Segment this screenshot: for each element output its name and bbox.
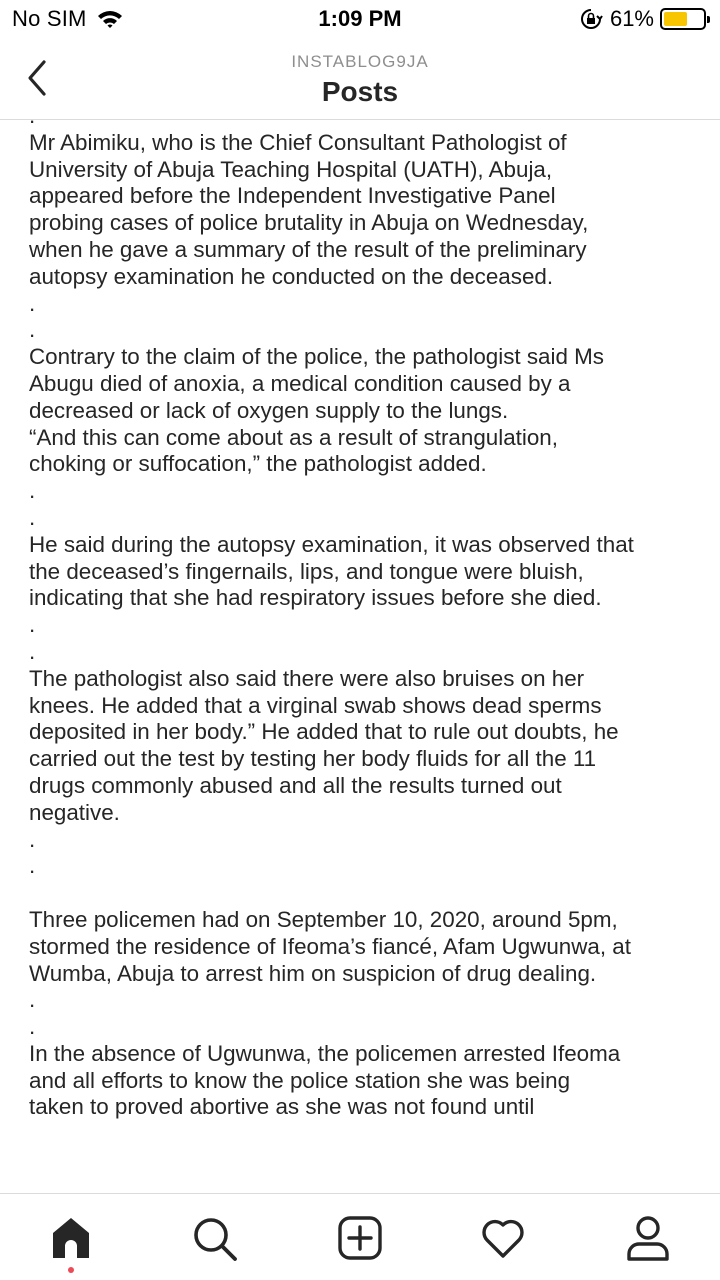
battery-fill [664,12,687,26]
tab-home[interactable] [47,1214,95,1262]
battery-cap [707,16,710,23]
profile-icon [624,1214,672,1262]
post-caption: . Mr Abimiku, who is the Chief Consultant Pathologist of University of Abuja Teaching Hospital (UATH), Abuja, appeared before the Independent Investigative Panel probing cases of police brutality in Abuja on Wednesday, when he gave a summary of the result of the preliminary autopsy examination he conducted on the deceased. . . Contrary to the claim of the police, the pathologist said Ms Abugu died of anoxia, a medical condition caused by a decreased or lack of oxygen supply to the lungs. “And this can come about as a result of strangulation, choking or suffocation,” the pathologist added. . . He said during the autopsy examination, it was observed that the deceased’s fingernails, lips, and tongue were bluish, indicating that she had respiratory issues before she died. . . The pathologist also said there were also bruises on her knees. He added that a virginal swab shows dead sperms deposited in her body.” He added that to rule out doubts, he carried out the test by testing her body fluids for all the 11 drugs commonly abused and all the results turned out negative. . . Three policemen had on September 10, 2020, around 5pm, stormed the residence of Ifeoma’s fiancé, Afam Ugwunwa, at Wumba, Abuja to arrest him on suspicion of drug dealing. . . In the absence of Ugwunwa, the policemen arrested Ifeoma and all efforts to know the police station she was being taken to proved abortive as she was not found until [29,103,634,1120]
tab-search[interactable] [190,1214,238,1262]
home-icon [47,1214,95,1262]
battery-icon [660,8,706,30]
new-post-icon [336,1214,384,1262]
heart-icon [479,1214,527,1262]
account-name: INSTABLOG9JA [291,52,429,71]
tab-new-post[interactable] [336,1214,384,1262]
search-icon [190,1214,238,1262]
page-title: Posts [321,76,399,107]
clock: 1:09 PM [318,6,402,31]
status-bar [0,0,720,40]
tab-activity[interactable] [479,1214,527,1262]
battery-group [580,6,706,32]
post-content[interactable] [0,103,720,1193]
tab-bar [0,1193,720,1280]
tab-profile[interactable] [624,1214,672,1262]
notification-dot [68,1267,74,1273]
carrier-label: No SIM [12,6,87,31]
orientation-lock-icon [580,8,602,30]
battery-percent: 61% [609,6,654,31]
